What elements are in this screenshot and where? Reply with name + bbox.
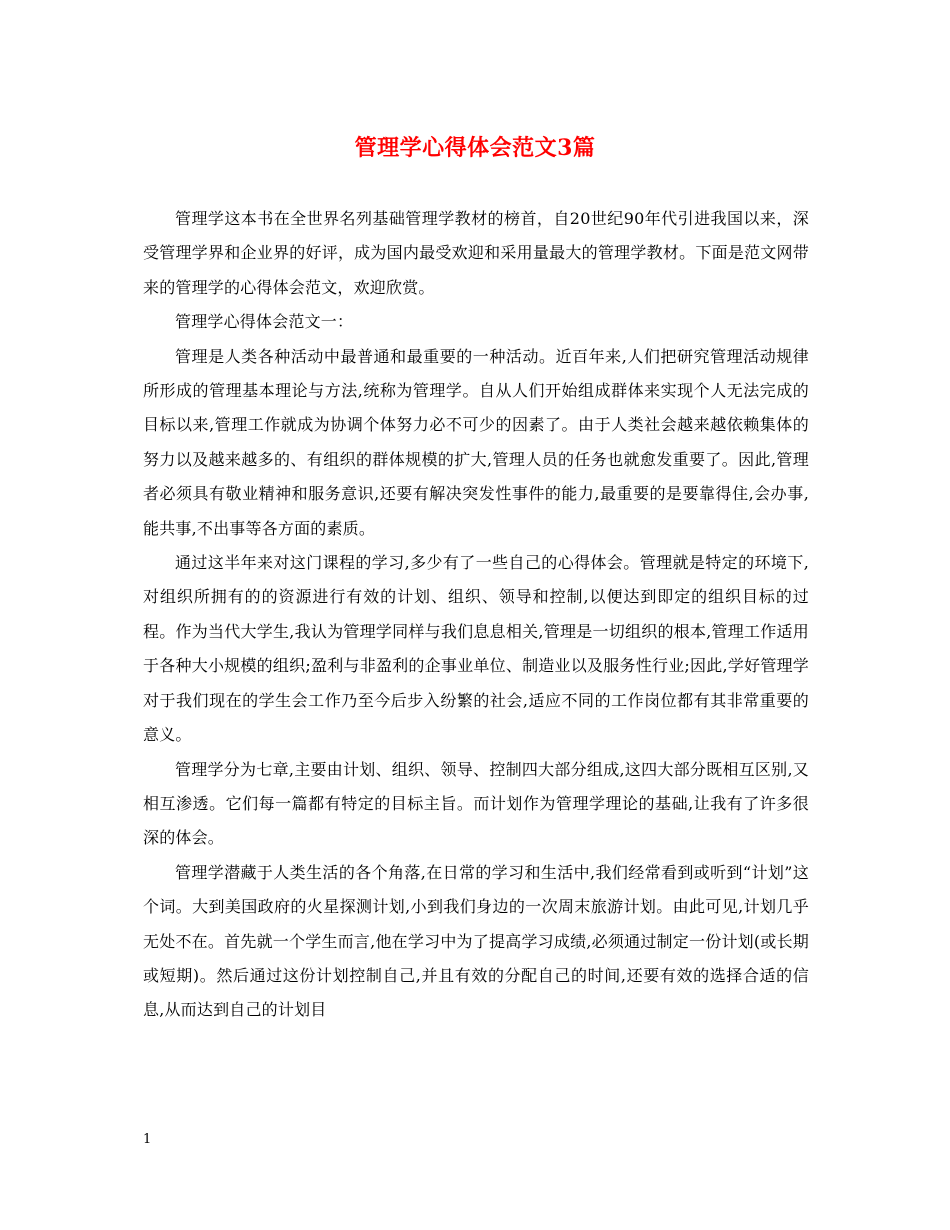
- paragraph-section-heading: 管理学心得体会范文一：: [175, 312, 354, 332]
- paragraph-planning: 管理学潜藏于人类生活的各个角落,在日常的学习和生活中,我们经常看到或听到“计划”这个词。大到美国政府的火星探测计划,小到我们身边的一次周末旅游计划。由此可见,计划几乎无处不在。首先就一个学生而言,他在学习中为了提高学习成绩,必须通过制定一份计划(或长期或短期)。然后通过这份计划控制自己,并且有效的分配自己的时间,还要有效的选择合适的信息,从而达到自己的计划目: [143, 862, 809, 1020]
- paragraph-management-definition: 管理是人类各种活动中最普通和最重要的一种活动。近百年来,人们把研究管理活动规律所形成的管理基本理论与方法,统称为管理学。自从人们开始组成群体来实现个人无法完成的目标以来,管理工作就成为协调个体努力必不可少的因素了。由于人类社会越来越依赖集体的努力以及越来越多的、有组织的群体规模的扩大,管理人员的任务也就愈发重要了。因此,管理者必须具有敬业精神和服务意识,还要有解决突发性事件的能力,最重要的是要靠得住,会办事,能共事,不出事等各方面的素质。: [143, 346, 809, 538]
- document-body: [143, 202, 809, 1028]
- page-number: 1: [143, 1132, 152, 1147]
- paragraph-chapters: 管理学分为七章,主要由计划、组织、领导、控制四大部分组成,这四大部分既相互区别,又相互渗透。它们每一篇都有特定的目标主旨。而计划作为管理学理论的基础,让我有了许多很深的体会。: [143, 759, 809, 848]
- document-title: 管理学心得体会范文3篇: [354, 135, 596, 161]
- paragraph-intro: 管理学这本书在全世界名列基础管理学教材的榜首，自20世纪90年代引进我国以来，深受管理学界和企业界的好评，成为国内最受欢迎和采用量最大的管理学教材。下面是范文网带来的管理学的心得体会范文，欢迎欣赏。: [143, 209, 809, 297]
- paragraph-course-reflection: 通过这半年来对这门课程的学习,多少有了一些自己的心得体会。管理就是特定的环境下,对组织所拥有的的资源进行有效的计划、组织、领导和控制,以便达到即定的组织目标的过程。作为当代大学生,我认为管理学同样与我们息息相关,管理是一切组织的根本,管理工作适用于各种大小规模的组织;盈利与非盈利的企事业单位、制造业以及服务性行业;因此,学好管理学对于我们现在的学生会工作乃至今后步入纷繁的社会,适应不同的工作岗位都有其非常重要的意义。: [143, 553, 809, 745]
